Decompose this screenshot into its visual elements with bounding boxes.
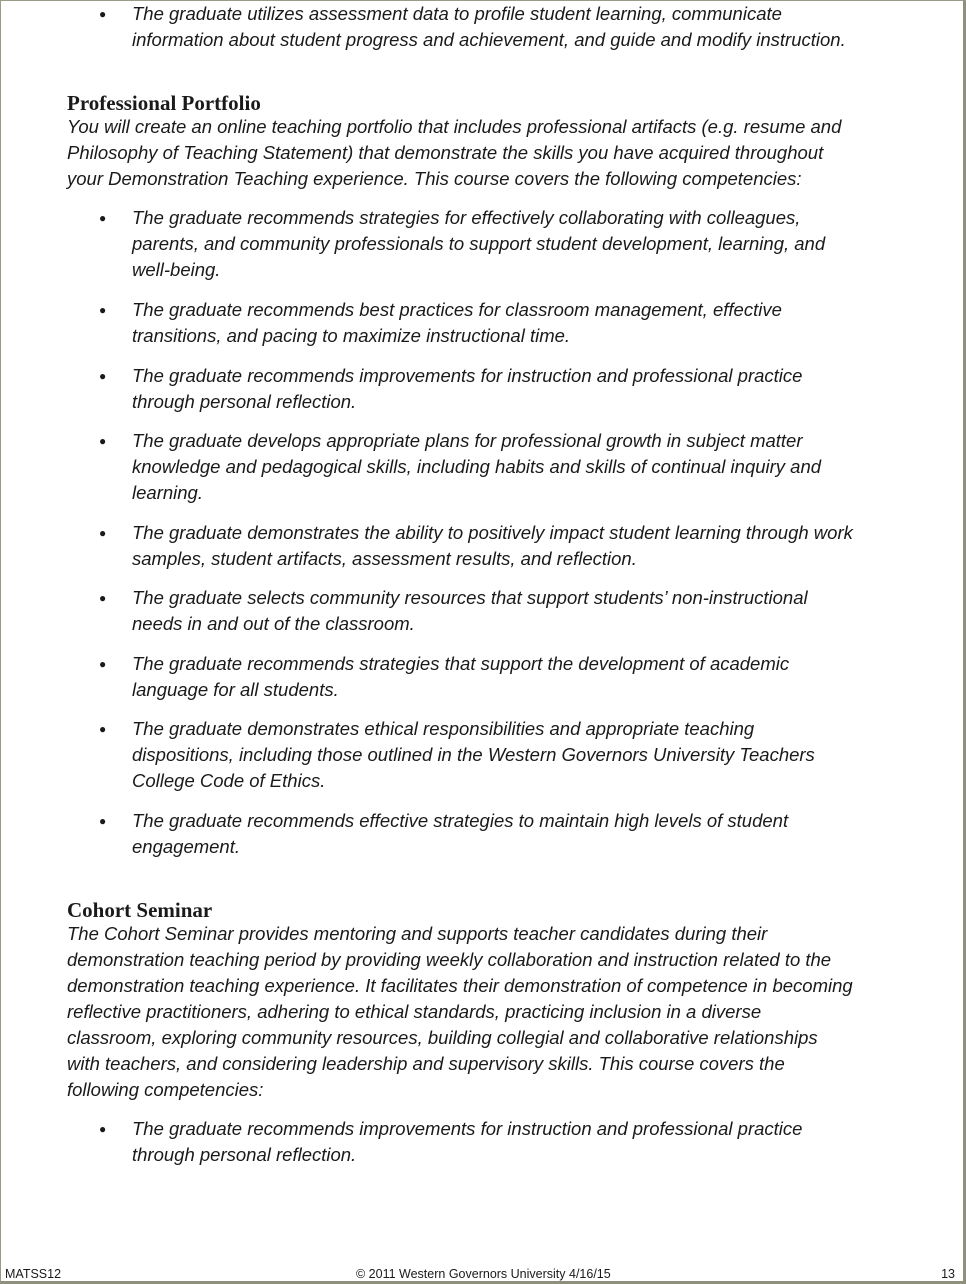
list-item-line: through personal reflection. xyxy=(132,391,357,412)
bullet-icon: ● xyxy=(99,657,107,671)
paragraph-line: The Cohort Seminar provides mentoring and supports teacher candidates during their xyxy=(67,923,768,944)
list-item xyxy=(99,651,912,703)
bullet-icon: ● xyxy=(99,591,107,605)
list-item-line: The graduate demonstrates the ability to positively impact student learning through work xyxy=(132,522,853,543)
paragraph-line: with teachers, and considering leadership and supervisory skills. This course covers the xyxy=(67,1053,785,1074)
portfolio-description xyxy=(67,114,917,192)
copyright-text: © 2011 Western Governors University 4/16/15 xyxy=(356,1267,611,1281)
list-item xyxy=(99,585,912,637)
list-item-line: engagement. xyxy=(132,836,241,857)
list-item-line: language for all students. xyxy=(132,679,339,700)
list-item-line: knowledge and pedagogical skills, including habits and skills of continual inquiry and xyxy=(132,456,822,477)
list-item-line: The graduate demonstrates ethical responsibilities and appropriate teaching xyxy=(132,718,755,739)
bullet-icon: ● xyxy=(99,1122,107,1136)
bullet-icon: ● xyxy=(99,7,107,21)
paragraph-line: demonstration teaching experience. It facilitates their demonstration of competence in becoming xyxy=(67,975,853,996)
page-number: 13 xyxy=(941,1267,955,1281)
paragraph-line: your Demonstration Teaching experience. This course covers the following competencies: xyxy=(67,168,802,189)
list-item-line: dispositions, including those outlined in the Western Governors University Teachers xyxy=(132,744,815,765)
paragraph-line: Philosophy of Teaching Statement) that demonstrate the skills you have acquired throughout xyxy=(67,142,824,163)
list-item-line: The graduate develops appropriate plans for professional growth in subject matter xyxy=(132,430,803,451)
list-item-line: The graduate recommends effective strategies to maintain high levels of student xyxy=(132,810,789,831)
bullet-icon: ● xyxy=(99,434,107,448)
list-item xyxy=(99,363,912,415)
list-item-line: The graduate recommends improvements for instruction and professional practice xyxy=(132,1118,803,1139)
list-item-line: College Code of Ethics. xyxy=(132,770,326,791)
bullet-icon: ● xyxy=(99,814,107,828)
paragraph-line: You will create an online teaching portfolio that includes professional artifacts (e.g. resume and xyxy=(67,116,842,137)
list-item-line: parents, and community professionals to support student development, learning, and xyxy=(132,233,826,254)
list-item-line: The graduate recommends best practices for classroom management, effective xyxy=(132,299,782,320)
paragraph-line: classroom, exploring community resources, building collegial and collaborative relationships xyxy=(67,1027,818,1048)
bullet-icon: ● xyxy=(99,526,107,540)
list-item xyxy=(99,520,912,572)
bullet-icon: ● xyxy=(99,722,107,736)
list-item xyxy=(99,428,912,506)
list-item xyxy=(99,1116,912,1168)
paragraph-line: demonstration teaching period by providing weekly collaboration and instruction related to the xyxy=(67,949,832,970)
section-heading-portfolio: Professional Portfolio xyxy=(67,91,261,115)
bullet-icon: ● xyxy=(99,369,107,383)
list-item-line: learning. xyxy=(132,482,203,503)
list-item xyxy=(99,808,912,860)
list-item-line: through personal reflection. xyxy=(132,1144,357,1165)
list-item-line: The graduate recommends strategies for effectively collaborating with colleagues, xyxy=(132,207,801,228)
list-item-line: transitions, and pacing to maximize instructional time. xyxy=(132,325,571,346)
list-item-line: The graduate selects community resources that support students’ non-instructional xyxy=(132,587,808,608)
list-item xyxy=(99,1,912,53)
list-item xyxy=(99,205,912,283)
list-item-line: information about student progress and achievement, and guide and modify instruction. xyxy=(132,29,846,50)
list-item-line: well-being. xyxy=(132,259,221,280)
list-item-line: samples, student artifacts, assessment results, and reflection. xyxy=(132,548,637,569)
section-heading-seminar: Cohort Seminar xyxy=(67,898,213,922)
list-item-line: The graduate utilizes assessment data to profile student learning, communicate xyxy=(132,3,782,24)
seminar-description xyxy=(67,921,917,1103)
list-item xyxy=(99,297,912,349)
list-item-line: The graduate recommends improvements for instruction and professional practice xyxy=(132,365,803,386)
bullet-icon: ● xyxy=(99,303,107,317)
list-item-line: The graduate recommends strategies that support the development of academic xyxy=(132,653,790,674)
document-code: MATSS12 xyxy=(5,1267,62,1281)
bullet-icon: ● xyxy=(99,211,107,225)
paragraph-line: following competencies: xyxy=(67,1079,264,1100)
list-item xyxy=(99,716,912,794)
list-item-line: needs in and out of the classroom. xyxy=(132,613,415,634)
paragraph-line: reflective practitioners, adhering to ethical standards, practicing inclusion in a diverse xyxy=(67,1001,762,1022)
